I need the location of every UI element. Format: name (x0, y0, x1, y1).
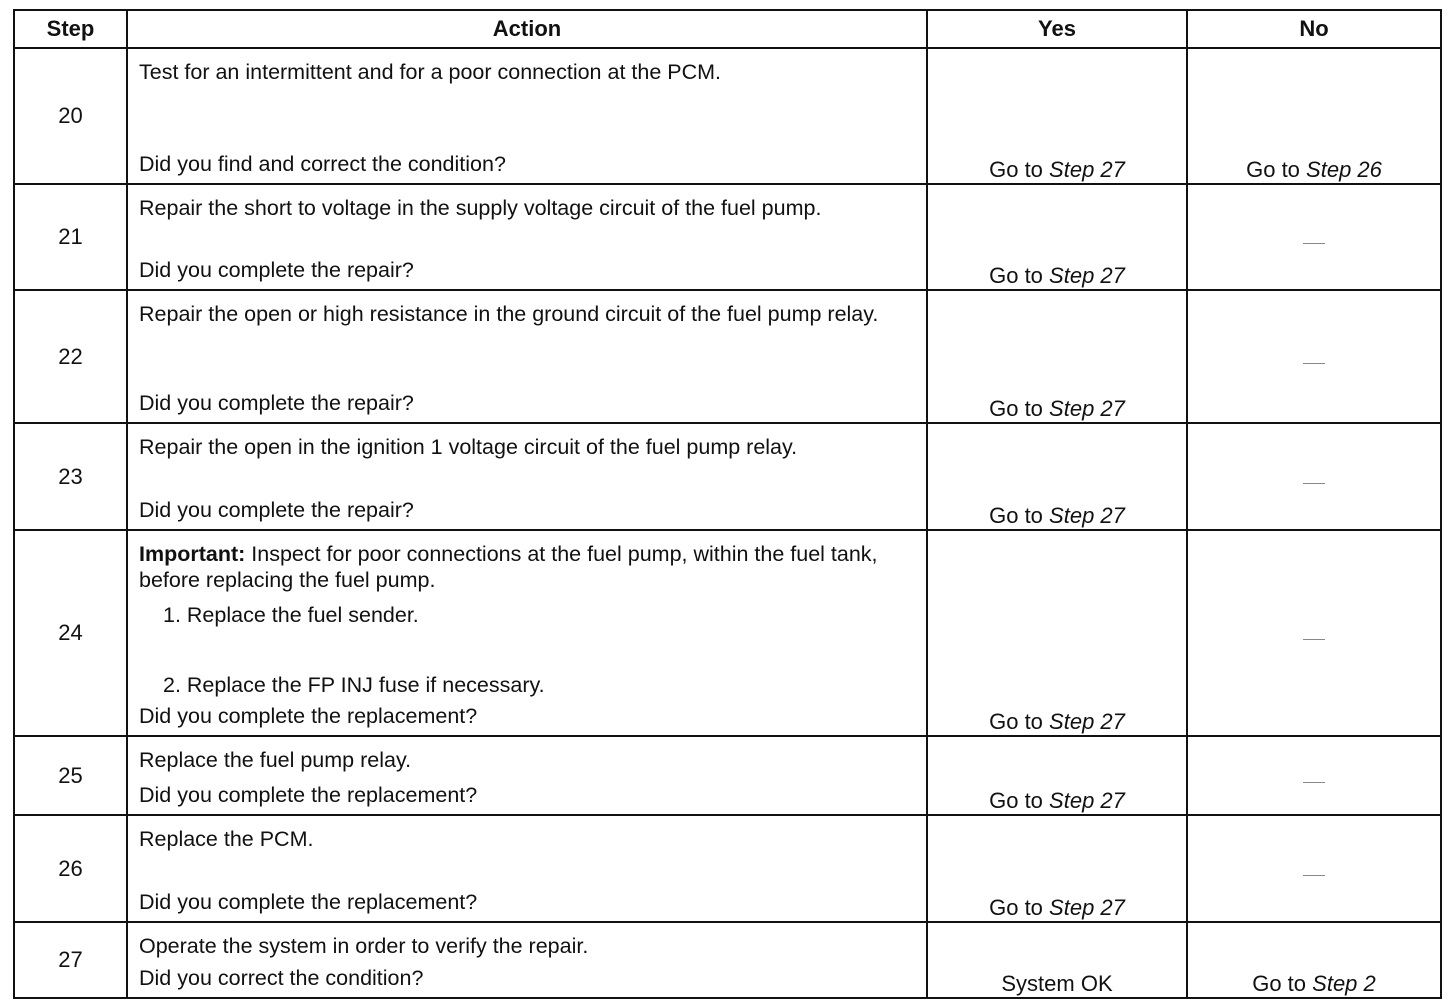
header-no: No (1187, 10, 1441, 48)
diagnostic-table (13, 9, 1442, 999)
yes-prefix: Go to (989, 263, 1043, 288)
no-prefix: Go to (1252, 971, 1307, 996)
action-text: Operate the system in order to verify the repair. (139, 934, 589, 958)
yes-result: System OK (1001, 971, 1113, 996)
action-text: Repair the short to voltage in the supply voltage circuit of the fuel pump. (139, 196, 822, 220)
table-row-step-22 (14, 290, 1441, 423)
table-row-step-20 (14, 48, 1441, 184)
header-step: Step (14, 10, 127, 48)
yes-step-link[interactable]: Step 27 (1049, 895, 1125, 920)
header-row (14, 10, 1441, 48)
no-dash (1303, 483, 1325, 484)
table-row-step-25 (14, 736, 1441, 815)
step-number: 25 (14, 736, 127, 815)
no-dash (1303, 639, 1325, 640)
action-text: Repair the open or high resistance in the ground circuit of the fuel pump relay. (139, 302, 879, 326)
important-text: Inspect for poor connections at the fuel pump, within the fuel tank, before replacing the fuel pump. (139, 542, 878, 592)
action-cell (127, 922, 927, 998)
yes-cell (927, 530, 1187, 736)
yes-cell (927, 290, 1187, 423)
action-text: Repair the open in the ignition 1 voltage circuit of the fuel pump relay. (139, 435, 798, 459)
no-step-link[interactable]: Step 2 (1312, 971, 1376, 996)
yes-prefix: Go to (989, 895, 1043, 920)
yes-step-link[interactable]: Step 27 (1049, 709, 1125, 734)
yes-cell (927, 815, 1187, 922)
no-cell (1187, 290, 1441, 423)
step-number: 21 (14, 184, 127, 290)
no-step-link[interactable]: Step 26 (1306, 157, 1382, 182)
no-cell (1187, 736, 1441, 815)
action-cell (127, 423, 927, 530)
step-number: 26 (14, 815, 127, 922)
no-cell (1187, 922, 1441, 998)
action-text: Replace the PCM. (139, 827, 314, 851)
yes-step-link[interactable]: Step 27 (1049, 503, 1125, 528)
action-cell (127, 815, 927, 922)
action-question: Did you complete the repair? (139, 498, 414, 522)
yes-cell (927, 48, 1187, 184)
no-cell (1187, 48, 1441, 184)
yes-prefix: Go to (989, 157, 1043, 182)
step-number: 27 (14, 922, 127, 998)
yes-cell (927, 736, 1187, 815)
action-question: Did you complete the replacement? (139, 704, 478, 728)
no-cell (1187, 530, 1441, 736)
action-cell (127, 736, 927, 815)
no-cell (1187, 423, 1441, 530)
header-action: Action (127, 10, 927, 48)
yes-step-link[interactable]: Step 27 (1049, 157, 1125, 182)
step-number: 22 (14, 290, 127, 423)
step-number: 23 (14, 423, 127, 530)
yes-step-link[interactable]: Step 27 (1049, 396, 1125, 421)
action-text: Replace the fuel pump relay. (139, 748, 412, 772)
table-row-step-24 (14, 530, 1441, 736)
no-cell (1187, 184, 1441, 290)
action-cell (127, 184, 927, 290)
yes-prefix: Go to (989, 503, 1043, 528)
yes-prefix: Go to (989, 396, 1043, 421)
action-cell (127, 290, 927, 423)
yes-prefix: Go to (989, 788, 1043, 813)
action-question: Did you complete the replacement? (139, 890, 478, 914)
step-number: 20 (14, 48, 127, 184)
no-dash (1303, 363, 1325, 364)
yes-cell (927, 184, 1187, 290)
list-item: 2. Replace the FP INJ fuse if necessary. (163, 673, 545, 697)
important-label: Important: (139, 542, 246, 566)
action-question: Did you complete the repair? (139, 258, 414, 282)
table-row-step-27 (14, 922, 1441, 998)
action-cell (127, 48, 927, 184)
list-spacer (139, 633, 910, 663)
no-dash (1303, 782, 1325, 783)
header-yes: Yes (927, 10, 1187, 48)
action-question: Did you complete the repair? (139, 391, 414, 415)
yes-step-link[interactable]: Step 27 (1049, 263, 1125, 288)
action-question: Did you correct the condition? (139, 966, 424, 990)
action-cell (127, 530, 927, 736)
no-cell (1187, 815, 1441, 922)
no-prefix: Go to (1246, 157, 1300, 182)
table-row-step-26 (14, 815, 1441, 922)
table-row-step-23 (14, 423, 1441, 530)
yes-cell (927, 423, 1187, 530)
yes-cell (927, 922, 1187, 998)
no-dash (1303, 875, 1325, 876)
yes-step-link[interactable]: Step 27 (1049, 788, 1125, 813)
step-number: 24 (14, 530, 127, 736)
yes-prefix: Go to (989, 709, 1043, 734)
list-item: 1. Replace the fuel sender. (163, 603, 419, 627)
table-row-step-21 (14, 184, 1441, 290)
action-text: Test for an intermittent and for a poor connection at the PCM. (139, 60, 722, 84)
no-dash (1303, 243, 1325, 244)
important-note (139, 541, 910, 593)
action-question: Did you complete the replacement? (139, 783, 478, 807)
action-question: Did you find and correct the condition? (139, 152, 506, 176)
